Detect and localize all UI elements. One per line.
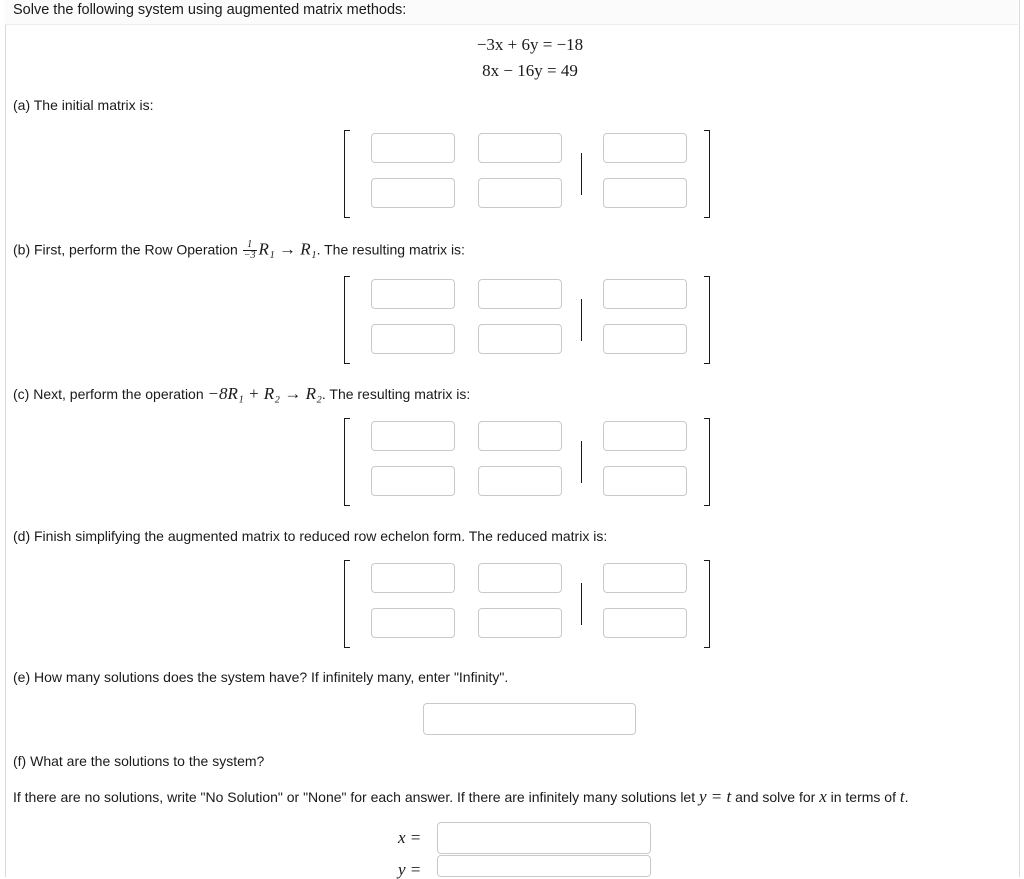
matrix-b-r1c1[interactable] — [371, 279, 455, 309]
matrix-d-r2c2[interactable] — [478, 608, 562, 638]
matrix-c-r1c2[interactable] — [478, 421, 562, 451]
matrix-d-r2c3[interactable] — [603, 608, 687, 638]
part-f-label: (f) What are the solutions to the system? — [13, 753, 265, 769]
matrix-a-r2c2[interactable] — [478, 178, 562, 208]
matrix-b-r2c2[interactable] — [478, 324, 562, 354]
right-bracket — [704, 560, 710, 648]
matrix-c-r1c3[interactable] — [603, 421, 687, 451]
matrix-d-r1c1[interactable] — [371, 563, 455, 593]
right-bracket — [704, 130, 710, 218]
matrix-d-r1c3[interactable] — [603, 563, 687, 593]
matrix-b-r2c1[interactable] — [371, 324, 455, 354]
matrix-a-r2c1[interactable] — [371, 178, 455, 208]
part-a-label: (a) The initial matrix is: — [13, 97, 154, 113]
y-answer-input[interactable] — [437, 855, 651, 877]
left-bracket — [344, 560, 350, 648]
matrix-a-r1c2[interactable] — [478, 133, 562, 163]
part-b-label: (b) First, perform the Row Operation $\frac{1}{-3}$ R₁ → R₁. The resulting matrix is: — [13, 239, 465, 261]
matrix-c-r1c1[interactable] — [371, 421, 455, 451]
part-e-label: (e) How many solutions does the system have? If infinitely many, enter "Infinity". — [13, 669, 509, 685]
left-bracket — [344, 130, 350, 218]
part-d-label: (d) Finish simplifying the augmented matrix to reduced row echelon form. The reduced matrix is: — [13, 528, 608, 544]
matrix-c-r2c3[interactable] — [603, 466, 687, 496]
x-label: x = — [398, 828, 422, 847]
matrix-b-r1c3[interactable] — [603, 279, 687, 309]
right-bracket — [704, 276, 710, 364]
left-bracket — [344, 276, 350, 364]
matrix-c-r2c2[interactable] — [478, 466, 562, 496]
matrix-d-r1c2[interactable] — [478, 563, 562, 593]
equation-1: −3x + 6y = −18 — [476, 35, 584, 54]
augment-bar — [581, 153, 582, 195]
matrix-a-r2c3[interactable] — [603, 178, 687, 208]
equation-2: 8x − 16y = 49 — [482, 61, 578, 80]
row-op-fraction: $\frac{1}{-3}$ — [243, 239, 256, 261]
augment-bar — [581, 299, 582, 341]
prompt-text: Solve the following system using augmented matrix methods: — [13, 2, 407, 18]
y-label: y = — [398, 860, 422, 879]
matrix-b-r2c3[interactable] — [603, 324, 687, 354]
augment-bar — [581, 583, 582, 625]
matrix-d-r2c1[interactable] — [371, 608, 455, 638]
matrix-b-r1c2[interactable] — [478, 279, 562, 309]
augment-bar — [581, 441, 582, 483]
matrix-a-r1c1[interactable] — [371, 133, 455, 163]
matrix-a-r1c3[interactable] — [603, 133, 687, 163]
right-bracket — [704, 418, 710, 506]
part-f-instructions: If there are no solutions, write "No Solution" or "None" for each answer. If there are infinitely many solutions let y = t and solve for x in terms of t. — [13, 787, 909, 806]
row-op: −8R₁ + R₂ → R₂ — [207, 384, 322, 403]
part-c-label: (c) Next, perform the operation −8R₁ + R₂ → R₂. The resulting matrix is: — [13, 384, 471, 403]
num-solutions-input[interactable] — [423, 703, 636, 735]
matrix-c-r2c1[interactable] — [371, 466, 455, 496]
left-bracket — [344, 418, 350, 506]
x-answer-input[interactable] — [437, 822, 651, 854]
